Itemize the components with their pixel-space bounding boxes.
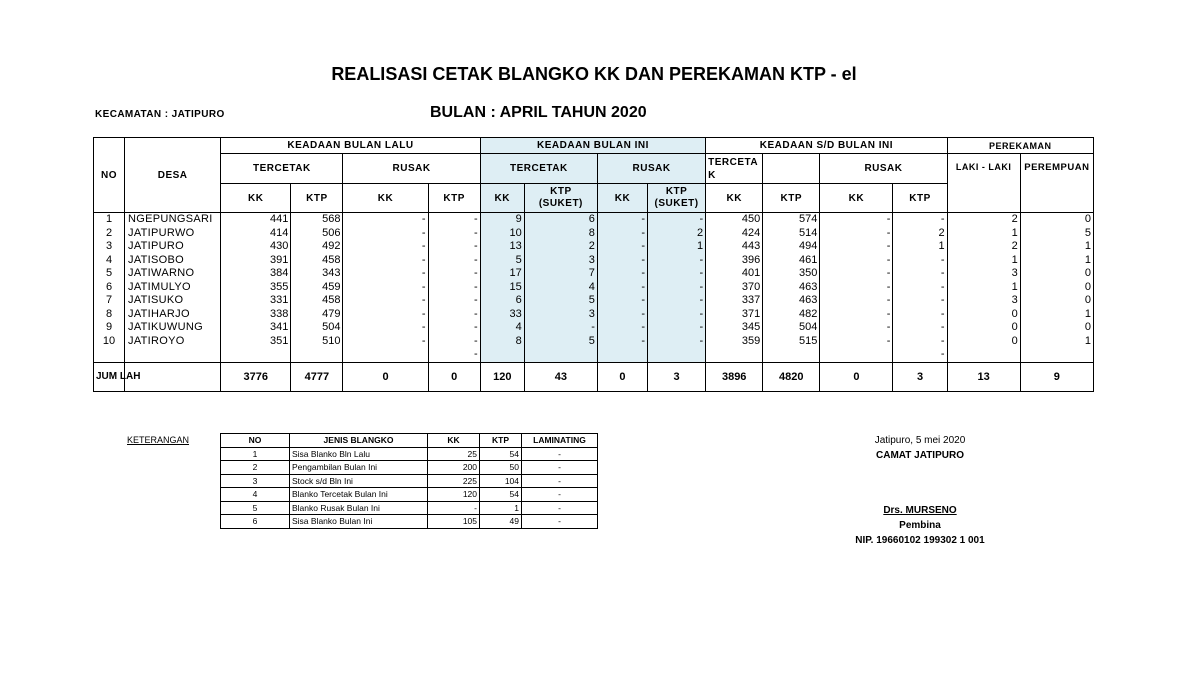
cell-sd-t-ktp: 574 xyxy=(763,213,820,227)
cell-sd-t-ktp: 504 xyxy=(763,321,820,335)
cell-bl-t-ktp: 458 xyxy=(291,294,343,308)
cell-bl-r-kk: - xyxy=(343,294,428,308)
leg-cell-kk: 25 xyxy=(428,447,480,461)
cell-sd-t-ktp: 461 xyxy=(763,254,820,268)
leg-cell-kk: 200 xyxy=(428,461,480,475)
header-bi-t-kk: KK xyxy=(480,184,524,213)
header-perekaman: PEREKAMAN xyxy=(947,138,1093,154)
cell-bi-t-ktp: 6 xyxy=(524,213,597,227)
cell-bl-r-kk: - xyxy=(343,321,428,335)
cell-bl-r-ktp: - xyxy=(428,321,480,335)
header-sd-r-ktp: KTP xyxy=(893,184,947,213)
header-bi-tercetak: TERCETAK xyxy=(480,154,597,184)
cell-sd-t-kk: 370 xyxy=(706,281,763,295)
header-sd-bulan-ini: KEADAAN S/D BULAN INI xyxy=(706,138,947,154)
cell-bl-t-ktp: 458 xyxy=(291,254,343,268)
cell-sd-r-ktp: 2 xyxy=(893,227,947,241)
cell-bl-t-kk: 391 xyxy=(221,254,291,268)
leg-cell-ktp: 54 xyxy=(480,488,522,502)
signature-office: CAMAT JATIPURO xyxy=(876,450,964,461)
cell-bi-t-kk: 8 xyxy=(480,335,524,349)
cell-bl-t-kk: 355 xyxy=(221,281,291,295)
cell-desa: JATIWARNO xyxy=(125,267,221,281)
cell-bi-t-kk: 33 xyxy=(480,308,524,322)
cell-sd-r-ktp: - xyxy=(893,294,947,308)
cell-sd-r-ktp: - xyxy=(893,335,947,349)
cell-sd-r-kk: - xyxy=(820,254,893,268)
keterangan-label: KETERANGAN xyxy=(127,435,190,445)
total-bl-t-kk: 3776 xyxy=(221,362,291,391)
cell-desa: JATIMULYO xyxy=(125,281,221,295)
cell-sd-t-ktp: 350 xyxy=(763,267,820,281)
cell-sd-r-ktp: - xyxy=(893,213,947,227)
cell-bl-t-ktp: 510 xyxy=(291,335,343,349)
cell-sd-t-kk: 337 xyxy=(706,294,763,308)
cell-bi-r-ktp: - xyxy=(648,213,706,227)
table-row xyxy=(94,267,1094,281)
cell-bi-r-kk: - xyxy=(597,254,647,268)
signature-place-date: Jatipuro, 5 mei 2020 xyxy=(874,435,966,446)
cell-bl-t-kk: 351 xyxy=(221,335,291,349)
cell-bl-t-ktp: 479 xyxy=(291,308,343,322)
cell-perempuan: 0 xyxy=(1020,294,1093,308)
cell-sd-r-kk: - xyxy=(820,213,893,227)
list-item xyxy=(221,447,598,461)
cell-perempuan: 0 xyxy=(1020,213,1093,227)
cell-bl-t-kk: 384 xyxy=(221,267,291,281)
cell-perempuan: 0 xyxy=(1020,267,1093,281)
cell-bi-r-ktp: 1 xyxy=(648,240,706,254)
leg-cell-ktp: 104 xyxy=(480,474,522,488)
cell-bi-r-ktp: 2 xyxy=(648,227,706,241)
signature-rank: Pembina xyxy=(899,520,941,531)
cell-laki: 2 xyxy=(947,213,1020,227)
header-bi-r-kk: KK xyxy=(597,184,647,213)
cell-bi-r-kk: - xyxy=(597,321,647,335)
cell-sd-t-ktp xyxy=(763,348,820,362)
cell-bi-r-kk: - xyxy=(597,240,647,254)
total-bi-t-kk: 120 xyxy=(480,362,524,391)
cell-bi-r-ktp: - xyxy=(648,335,706,349)
cell-sd-t-ktp: 515 xyxy=(763,335,820,349)
leg-cell-no: 3 xyxy=(221,474,290,488)
header-bl-tercetak: TERCETAK xyxy=(221,154,343,184)
cell-laki: 0 xyxy=(947,321,1020,335)
cell-no: 8 xyxy=(94,308,125,322)
cell-bl-r-kk: - xyxy=(343,227,428,241)
cell-bl-r-kk: - xyxy=(343,240,428,254)
cell-sd-t-ktp: 482 xyxy=(763,308,820,322)
realisasi-table xyxy=(93,137,1094,392)
cell-sd-t-ktp: 494 xyxy=(763,240,820,254)
cell-laki: 1 xyxy=(947,254,1020,268)
cell-bi-t-ktp: 2 xyxy=(524,240,597,254)
total-bi-r-ktp: 3 xyxy=(648,362,706,391)
header-laki: LAKI - LAKI xyxy=(947,154,1020,213)
cell-bl-r-kk: - xyxy=(343,308,428,322)
cell-sd-r-kk xyxy=(820,348,893,362)
leg-cell-jenis: Blanko Tercetak Bulan Ini xyxy=(290,488,428,502)
cell-bi-t-kk xyxy=(480,348,524,362)
cell-sd-r-ktp: - xyxy=(893,267,947,281)
cell-sd-t-kk: 359 xyxy=(706,335,763,349)
cell-no: 7 xyxy=(94,294,125,308)
leg-cell-jenis: Sisa Blanko Bln Lalu xyxy=(290,447,428,461)
cell-sd-t-kk: 401 xyxy=(706,267,763,281)
leg-cell-no: 5 xyxy=(221,501,290,515)
table-row xyxy=(94,227,1094,241)
total-laki: 13 xyxy=(947,362,1020,391)
leg-cell-jenis: Sisa Blanko Bulan Ini xyxy=(290,515,428,529)
cell-sd-r-kk: - xyxy=(820,308,893,322)
total-sd-t-ktp: 4820 xyxy=(763,362,820,391)
cell-bl-r-ktp: - xyxy=(428,281,480,295)
total-sd-r-kk: 0 xyxy=(820,362,893,391)
cell-bi-t-kk: 13 xyxy=(480,240,524,254)
total-bl-r-ktp: 0 xyxy=(428,362,480,391)
cell-bi-t-kk: 17 xyxy=(480,267,524,281)
leg-header-jenis: JENIS BLANGKO xyxy=(290,434,428,448)
cell-bl-t-kk xyxy=(221,348,291,362)
cell-bi-t-ktp: 3 xyxy=(524,308,597,322)
keterangan-body xyxy=(221,447,598,528)
cell-bl-t-ktp: 492 xyxy=(291,240,343,254)
cell-bi-t-ktp xyxy=(524,348,597,362)
cell-bi-t-ktp: 5 xyxy=(524,335,597,349)
cell-bi-r-kk: - xyxy=(597,267,647,281)
cell-laki xyxy=(947,348,1020,362)
table-row xyxy=(94,308,1094,322)
cell-sd-t-ktp: 463 xyxy=(763,281,820,295)
header-bl-t-kk: KK xyxy=(221,184,291,213)
total-sd-t-kk: 3896 xyxy=(706,362,763,391)
cell-bi-t-ktp: 4 xyxy=(524,281,597,295)
leg-cell-laminating: - xyxy=(522,488,598,502)
cell-bi-r-kk: - xyxy=(597,281,647,295)
cell-sd-t-kk xyxy=(706,348,763,362)
cell-no: 2 xyxy=(94,227,125,241)
cell-perempuan: 1 xyxy=(1020,335,1093,349)
total-bi-t-ktp: 43 xyxy=(524,362,597,391)
totals-row xyxy=(94,362,1094,391)
cell-bl-t-kk: 331 xyxy=(221,294,291,308)
cell-bl-r-ktp: - xyxy=(428,240,480,254)
table-row xyxy=(94,321,1094,335)
leg-cell-laminating: - xyxy=(522,461,598,475)
cell-bi-r-ktp: - xyxy=(648,254,706,268)
total-bi-r-kk: 0 xyxy=(597,362,647,391)
total-bl-r-kk: 0 xyxy=(343,362,428,391)
table-row xyxy=(94,281,1094,295)
cell-bl-r-ktp: - xyxy=(428,227,480,241)
cell-bl-r-ktp: - xyxy=(428,294,480,308)
cell-sd-t-ktp: 463 xyxy=(763,294,820,308)
cell-perempuan: 1 xyxy=(1020,308,1093,322)
cell-desa: JATIKUWUNG xyxy=(125,321,221,335)
cell-desa: JATIPURWO xyxy=(125,227,221,241)
period-label: BULAN : APRIL TAHUN 2020 xyxy=(430,104,647,121)
cell-bi-r-kk: - xyxy=(597,213,647,227)
cell-sd-t-kk: 371 xyxy=(706,308,763,322)
cell-laki: 3 xyxy=(947,267,1020,281)
cell-desa: JATIPURO xyxy=(125,240,221,254)
cell-bi-r-ktp: - xyxy=(648,321,706,335)
cell-bi-r-kk: - xyxy=(597,294,647,308)
cell-perempuan: 0 xyxy=(1020,321,1093,335)
cell-sd-t-kk: 396 xyxy=(706,254,763,268)
cell-no xyxy=(94,348,125,362)
cell-perempuan: 1 xyxy=(1020,254,1093,268)
cell-sd-t-ktp: 514 xyxy=(763,227,820,241)
cell-bi-t-kk: 5 xyxy=(480,254,524,268)
cell-sd-r-ktp: - xyxy=(893,321,947,335)
header-bi-t-ktp: KTP (SUKET) xyxy=(524,184,597,213)
cell-laki: 0 xyxy=(947,308,1020,322)
leg-cell-no: 4 xyxy=(221,488,290,502)
cell-laki: 0 xyxy=(947,335,1020,349)
cell-desa: JATISUKO xyxy=(125,294,221,308)
cell-bl-t-kk: 441 xyxy=(221,213,291,227)
leg-cell-no: 1 xyxy=(221,447,290,461)
cell-bl-t-kk: 341 xyxy=(221,321,291,335)
leg-header-ktp: KTP xyxy=(480,434,522,448)
header-sd-tercetak: TERCETA K xyxy=(706,154,763,184)
cell-sd-r-ktp: - xyxy=(893,308,947,322)
cell-bl-r-kk: - xyxy=(343,281,428,295)
realisasi-body xyxy=(94,213,1094,363)
cell-bl-r-kk: - xyxy=(343,335,428,349)
table-row xyxy=(94,254,1094,268)
cell-bi-t-kk: 6 xyxy=(480,294,524,308)
cell-bi-r-ktp: - xyxy=(648,281,706,295)
leg-cell-kk: 225 xyxy=(428,474,480,488)
cell-bi-t-ktp: 3 xyxy=(524,254,597,268)
cell-no: 10 xyxy=(94,335,125,349)
cell-bi-t-kk: 9 xyxy=(480,213,524,227)
cell-no: 4 xyxy=(94,254,125,268)
header-bl-r-ktp: KTP xyxy=(428,184,480,213)
cell-sd-r-ktp: - xyxy=(893,348,947,362)
cell-sd-r-ktp: - xyxy=(893,254,947,268)
cell-bi-t-kk: 15 xyxy=(480,281,524,295)
leg-cell-jenis: Blanko Rusak Bulan Ini xyxy=(290,501,428,515)
header-bi-rusak: RUSAK xyxy=(597,154,705,184)
cell-bl-t-ktp: 568 xyxy=(291,213,343,227)
cell-bi-r-kk: - xyxy=(597,335,647,349)
table-row xyxy=(94,335,1094,349)
cell-bl-t-ktp: 459 xyxy=(291,281,343,295)
cell-laki: 1 xyxy=(947,227,1020,241)
cell-perempuan xyxy=(1020,348,1093,362)
cell-bl-r-kk: - xyxy=(343,213,428,227)
cell-no: 9 xyxy=(94,321,125,335)
cell-bl-t-kk: 414 xyxy=(221,227,291,241)
total-perempuan: 9 xyxy=(1020,362,1093,391)
header-bl-t-ktp: KTP xyxy=(291,184,343,213)
cell-bl-r-ktp: - xyxy=(428,348,480,362)
cell-laki: 1 xyxy=(947,281,1020,295)
leg-cell-kk: 105 xyxy=(428,515,480,529)
cell-no: 1 xyxy=(94,213,125,227)
cell-bi-t-ktp: - xyxy=(524,321,597,335)
cell-perempuan: 0 xyxy=(1020,281,1093,295)
cell-bl-r-ktp: - xyxy=(428,213,480,227)
cell-sd-t-kk: 345 xyxy=(706,321,763,335)
header-sd-t-kk: KK xyxy=(706,184,763,213)
cell-bl-t-kk: 338 xyxy=(221,308,291,322)
leg-cell-ktp: 54 xyxy=(480,447,522,461)
header-desa: DESA xyxy=(125,138,221,213)
header-bulan-lalu: KEADAAN BULAN LALU xyxy=(221,138,481,154)
cell-perempuan: 5 xyxy=(1020,227,1093,241)
cell-bi-t-ktp: 8 xyxy=(524,227,597,241)
header-bulan-ini: KEADAAN BULAN INI xyxy=(480,138,705,154)
table-row xyxy=(94,294,1094,308)
report-title: REALISASI CETAK BLANGKO KK DAN PEREKAMAN KTP - el xyxy=(331,64,857,84)
leg-cell-laminating: - xyxy=(522,474,598,488)
leg-cell-no: 2 xyxy=(221,461,290,475)
leg-cell-ktp: 50 xyxy=(480,461,522,475)
cell-sd-r-kk: - xyxy=(820,335,893,349)
cell-bi-r-ktp: - xyxy=(648,267,706,281)
cell-sd-r-kk: - xyxy=(820,321,893,335)
cell-bi-r-kk: - xyxy=(597,227,647,241)
leg-cell-jenis: Pengambilan Bulan Ini xyxy=(290,461,428,475)
header-sd-r-kk: KK xyxy=(820,184,893,213)
leg-cell-laminating: - xyxy=(522,515,598,529)
signature-name: Drs. MURSENO xyxy=(883,505,957,516)
cell-sd-r-ktp: 1 xyxy=(893,240,947,254)
leg-cell-kk: 120 xyxy=(428,488,480,502)
header-sd-t-ktp: KTP xyxy=(763,184,820,213)
cell-sd-t-kk: 443 xyxy=(706,240,763,254)
cell-desa: JATIROYO xyxy=(125,335,221,349)
table-row xyxy=(94,213,1094,227)
signature-nip: NIP. 19660102 199302 1 001 xyxy=(855,535,985,546)
cell-no: 3 xyxy=(94,240,125,254)
cell-bl-r-kk xyxy=(343,348,428,362)
cell-bl-r-ktp: - xyxy=(428,267,480,281)
table-row xyxy=(94,240,1094,254)
header-sd-rusak: RUSAK xyxy=(820,154,947,184)
list-item xyxy=(221,501,598,515)
cell-desa: JATISOBO xyxy=(125,254,221,268)
leg-cell-ktp: 1 xyxy=(480,501,522,515)
cell-bi-r-kk: - xyxy=(597,308,647,322)
totals-label: JUM LAH xyxy=(94,362,125,391)
list-item xyxy=(221,488,598,502)
kecamatan-label: KECAMATAN : JATIPURO xyxy=(95,109,225,120)
cell-no: 6 xyxy=(94,281,125,295)
cell-sd-r-kk: - xyxy=(820,294,893,308)
cell-desa: JATIHARJO xyxy=(125,308,221,322)
cell-bi-t-ktp: 5 xyxy=(524,294,597,308)
cell-sd-r-kk: - xyxy=(820,267,893,281)
cell-bl-t-kk: 430 xyxy=(221,240,291,254)
total-bl-t-ktp: 4777 xyxy=(291,362,343,391)
list-item xyxy=(221,515,598,529)
cell-sd-r-kk: - xyxy=(820,240,893,254)
cell-bl-t-ktp: 343 xyxy=(291,267,343,281)
leg-header-no: NO xyxy=(221,434,290,448)
cell-bi-t-ktp: 7 xyxy=(524,267,597,281)
cell-sd-t-kk: 424 xyxy=(706,227,763,241)
list-item xyxy=(221,474,598,488)
header-no: NO xyxy=(94,138,125,213)
cell-bi-t-kk: 4 xyxy=(480,321,524,335)
cell-bl-t-ktp xyxy=(291,348,343,362)
cell-desa: NGEPUNGSARI xyxy=(125,213,221,227)
cell-bl-r-ktp: - xyxy=(428,308,480,322)
cell-laki: 2 xyxy=(947,240,1020,254)
table-row xyxy=(94,348,1094,362)
cell-bi-r-ktp: - xyxy=(648,308,706,322)
cell-bi-r-ktp xyxy=(648,348,706,362)
keterangan-table xyxy=(220,433,598,529)
cell-bl-r-ktp: - xyxy=(428,335,480,349)
cell-laki: 3 xyxy=(947,294,1020,308)
cell-bi-r-ktp: - xyxy=(648,294,706,308)
cell-bl-r-kk: - xyxy=(343,254,428,268)
header-bl-r-kk: KK xyxy=(343,184,428,213)
list-item xyxy=(221,461,598,475)
leg-cell-ktp: 49 xyxy=(480,515,522,529)
cell-bl-r-kk: - xyxy=(343,267,428,281)
leg-cell-no: 6 xyxy=(221,515,290,529)
cell-sd-t-kk: 450 xyxy=(706,213,763,227)
leg-header-kk: KK xyxy=(428,434,480,448)
cell-bl-r-ktp: - xyxy=(428,254,480,268)
header-bi-r-ktp: KTP (SUKET) xyxy=(648,184,706,213)
cell-perempuan: 1 xyxy=(1020,240,1093,254)
cell-bi-r-kk xyxy=(597,348,647,362)
total-sd-r-ktp: 3 xyxy=(893,362,947,391)
cell-sd-r-kk: - xyxy=(820,227,893,241)
cell-sd-r-ktp: - xyxy=(893,281,947,295)
cell-sd-r-kk: - xyxy=(820,281,893,295)
header-perempuan: PEREMPUAN xyxy=(1020,154,1093,213)
leg-cell-kk: - xyxy=(428,501,480,515)
leg-cell-jenis: Stock s/d Bln Ini xyxy=(290,474,428,488)
cell-desa xyxy=(125,348,221,362)
cell-bl-t-ktp: 506 xyxy=(291,227,343,241)
cell-bl-t-ktp: 504 xyxy=(291,321,343,335)
leg-cell-laminating: - xyxy=(522,501,598,515)
cell-no: 5 xyxy=(94,267,125,281)
cell-bi-t-kk: 10 xyxy=(480,227,524,241)
leg-cell-laminating: - xyxy=(522,447,598,461)
header-bl-rusak: RUSAK xyxy=(343,154,480,184)
leg-header-laminating: LAMINATING xyxy=(522,434,598,448)
